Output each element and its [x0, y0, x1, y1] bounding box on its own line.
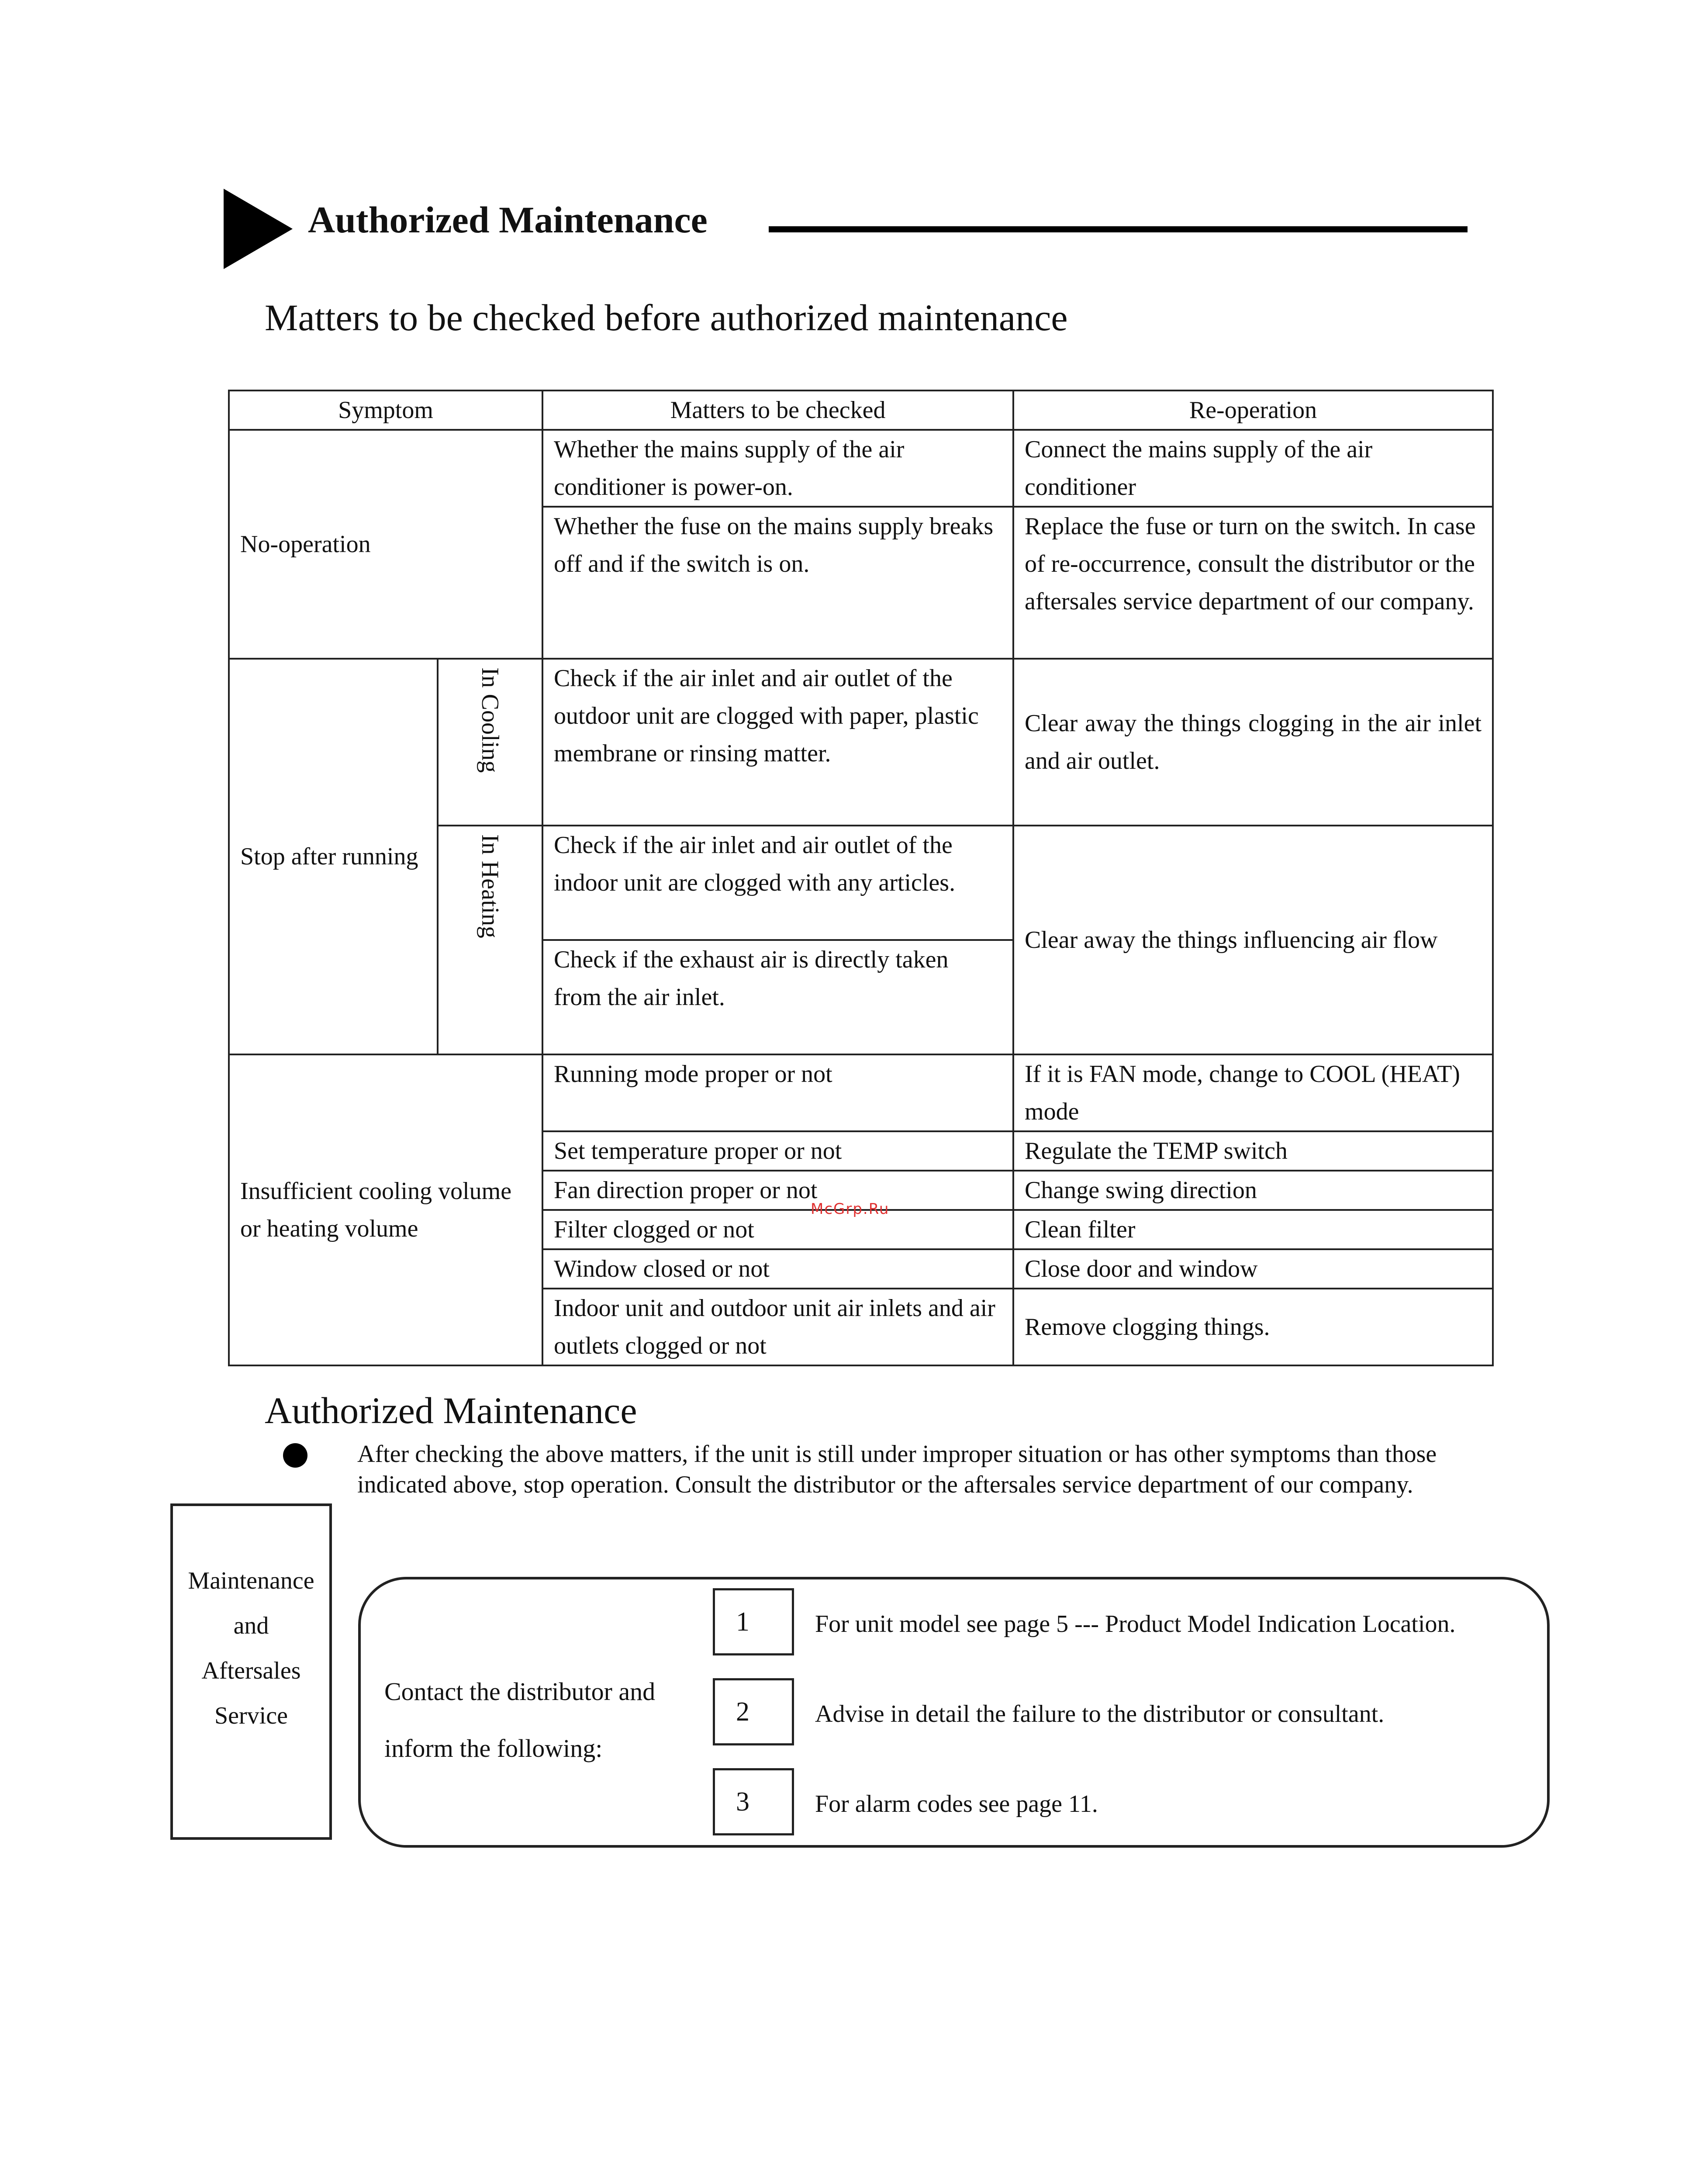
check-cell: Fan direction proper or not: [542, 1171, 1013, 1210]
item-number-box: 1: [713, 1588, 794, 1655]
side-box-line: and: [233, 1612, 269, 1639]
side-box-line: Service: [214, 1702, 288, 1729]
table-row: [229, 430, 1493, 507]
table-row: [229, 1054, 1493, 1131]
action-cell: Clear away the things influencing air flow: [1013, 826, 1493, 1054]
check-cell: Running mode proper or not: [542, 1054, 1013, 1131]
side-box-line: Maintenance: [188, 1567, 314, 1594]
maintenance-check-table: [228, 390, 1494, 1366]
maintenance-title: Authorized Maintenance: [265, 1389, 637, 1431]
side-box-line: Aftersales: [201, 1657, 301, 1684]
mode-cooling-cell: [438, 659, 542, 826]
item-text: Advise in detail the failure to the distributor or consultant.: [815, 1700, 1385, 1728]
action-cell: Close door and window: [1013, 1249, 1493, 1289]
symptom-no-operation: No-operation: [229, 430, 542, 659]
action-cell: If it is FAN mode, change to COOL (HEAT) mode: [1013, 1054, 1493, 1131]
item-number-box: 2: [713, 1678, 794, 1745]
symptom-stop-after-running: Stop after running: [229, 659, 438, 1054]
check-cell: Window closed or not: [542, 1249, 1013, 1289]
header-matters: Matters to be checked: [542, 390, 1013, 430]
check-cell: Check if the air inlet and air outlet of the outdoor unit are clogged with paper, plastic membrane or rinsing matter.: [542, 659, 1013, 826]
action-cell: Clean filter: [1013, 1210, 1493, 1249]
maintenance-instructions: After checking the above matters, if the unit is still under improper situation or has other symptoms than those indicated above, stop operation. Consult the distributor or the aftersales service department of our company.: [357, 1441, 1437, 1498]
action-cell: Remove clogging things.: [1013, 1289, 1493, 1365]
table-row: [229, 659, 1493, 826]
aftersales-service-box: [170, 1503, 332, 1840]
item-text: For unit model see page 5 --- Product Model Indication Location.: [815, 1610, 1456, 1638]
header-reoperation: Re-operation: [1013, 390, 1493, 430]
check-cell: Set temperature proper or not: [542, 1131, 1013, 1171]
check-cell: Indoor unit and outdoor unit air inlets and air outlets clogged or not: [542, 1289, 1013, 1365]
action-cell: Replace the fuse or turn on the switch. In case of re-occurrence, consult the distributor or the aftersales service department of our company.: [1013, 507, 1493, 659]
action-cell: Clear away the things clogging in the air inlet and air outlet.: [1013, 659, 1493, 826]
action-cell: Connect the mains supply of the air conditioner: [1013, 430, 1493, 507]
contact-instruction: Contact the distributor and inform the following:: [384, 1677, 656, 1762]
item-text: For alarm codes see page 11.: [815, 1790, 1098, 1818]
check-cell: Filter clogged or not: [542, 1210, 1013, 1249]
title-rule: [769, 226, 1468, 232]
action-cell: Change swing direction: [1013, 1171, 1493, 1210]
check-cell: Check if the air inlet and air outlet of the indoor unit are clogged with any articles.: [542, 826, 1013, 940]
action-cell: Regulate the TEMP switch: [1013, 1131, 1493, 1171]
section-title: Authorized Maintenance: [308, 199, 708, 241]
item-number-box: 3: [713, 1768, 794, 1835]
table-header-row: [229, 390, 1493, 430]
watermark: McGrp.Ru: [811, 1200, 890, 1218]
check-cell: Check if the exhaust air is directly taken from the air inlet.: [542, 940, 1013, 1054]
header-symptom: Symptom: [229, 390, 542, 430]
check-cell: Whether the fuse on the mains supply breaks off and if the switch is on.: [542, 507, 1013, 659]
mode-cooling-label: In Cooling: [477, 667, 504, 773]
mode-heating-label: In Heating: [477, 834, 504, 938]
symptom-insufficient: Insufficient cooling volume or heating volume: [229, 1054, 542, 1365]
bullet-icon: [283, 1443, 307, 1468]
mode-heating-cell: [438, 826, 542, 1054]
section-arrow-icon: [224, 189, 293, 269]
page-subtitle: Matters to be checked before authorized maintenance: [265, 297, 1068, 339]
check-cell: Whether the mains supply of the air conditioner is power-on.: [542, 430, 1013, 507]
